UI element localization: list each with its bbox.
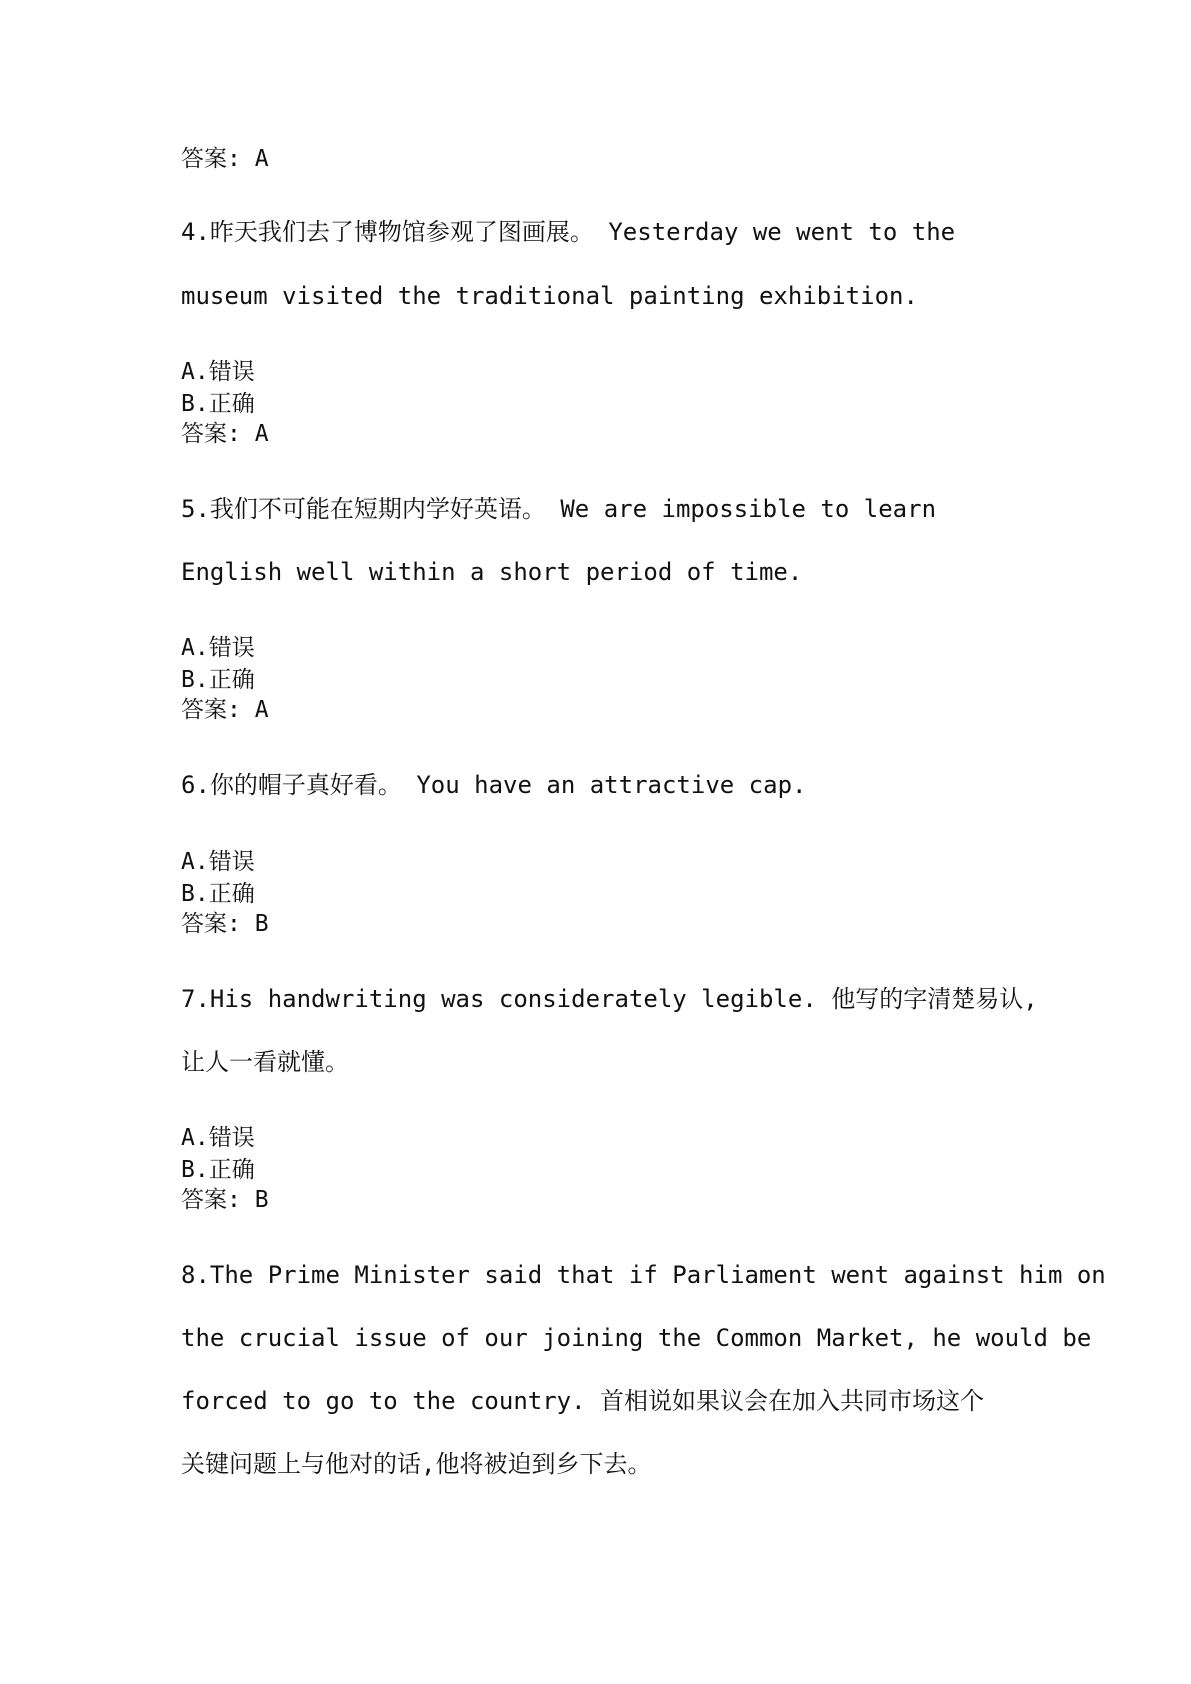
question-4-line-2: museum visited the traditional painting exhibition. [181,282,918,310]
option-a: A.错误 [181,359,255,385]
answer-line: 答案: A [181,146,269,172]
answer-line: 答案: B [181,1187,269,1213]
question-5-line-2: English well within a short period of time. [181,558,803,586]
option-b: B.正确 [181,881,255,907]
option-a: A.错误 [181,635,255,661]
option-b: B.正确 [181,1157,255,1183]
question-8-line-3: forced to go to the country. 首相说如果议会在加入共同市场这个 [181,1387,985,1415]
answer-line: 答案: A [181,697,269,723]
question-7-line-1: 7.His handwriting was considerately legible. 他写的字清楚易认, [181,985,1038,1013]
question-6-line-1: 6.你的帽子真好看。 You have an attractive cap. [181,771,807,799]
question-4-line-1: 4.昨天我们去了博物馆参观了图画展。 Yesterday we went to the [181,218,956,246]
option-a: A.错误 [181,1125,255,1151]
question-7-line-2: 让人一看就懂。 [181,1048,349,1076]
question-8-line-1: 8.The Prime Minister said that if Parliament went against him on [181,1261,1106,1289]
answer-line: 答案: B [181,911,269,937]
answer-line: 答案: A [181,421,269,447]
question-5-line-1: 5.我们不可能在短期内学好英语。 We are impossible to learn [181,495,937,523]
option-b: B.正确 [181,391,255,417]
question-8-line-4: 关键问题上与他对的话,他将被迫到乡下去。 [181,1450,652,1478]
option-a: A.错误 [181,849,255,875]
question-8-line-2: the crucial issue of our joining the Common Market, he would be [181,1324,1092,1352]
option-b: B.正确 [181,667,255,693]
